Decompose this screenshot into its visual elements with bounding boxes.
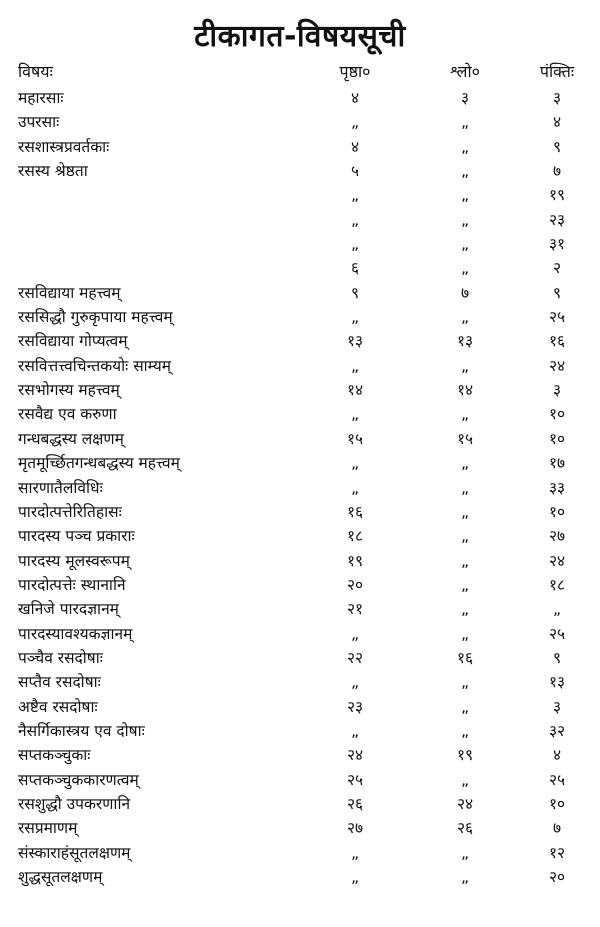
row-subject: रसशास्त्रप्रवर्तकाः	[18, 137, 110, 156]
row-shloka: „	[460, 235, 470, 254]
row-line: ३१	[548, 235, 566, 254]
table-row	[0, 451, 600, 475]
table-row	[0, 622, 600, 646]
row-page: „	[350, 624, 360, 643]
row-shloka: „	[460, 697, 470, 716]
row-subject: खनिजे पारदज्ञानम्	[18, 600, 119, 619]
row-shloka: १६	[456, 648, 474, 667]
row-line: ९	[552, 648, 562, 667]
row-shloka: ७	[460, 283, 470, 302]
row-shloka: „	[460, 721, 470, 740]
row-line: ३३	[548, 478, 566, 497]
row-shloka: ३	[460, 89, 470, 107]
row-line: २०	[548, 868, 566, 886]
table-row	[0, 281, 600, 305]
table-row	[0, 256, 600, 280]
table-row	[0, 378, 600, 402]
table-header	[0, 60, 600, 84]
row-page: „	[350, 405, 360, 424]
row-page: २६	[346, 794, 364, 813]
table-row	[0, 743, 600, 767]
row-subject: रससिद्धौ गुरुकृपाया महत्त्वम्	[18, 308, 173, 327]
row-shloka: „	[460, 405, 470, 424]
row-line: १६	[548, 332, 566, 351]
row-line: ४	[552, 113, 562, 132]
row-shloka: १३	[456, 332, 474, 351]
row-subject: सारणातैलविधिः	[18, 478, 103, 497]
row-page: „	[350, 868, 360, 886]
row-subject: अष्टैव रसदोषाः	[18, 697, 98, 716]
row-line: १०	[548, 405, 566, 424]
table-row	[0, 524, 600, 548]
row-line: २५	[548, 624, 566, 643]
page-title: टीकागत-विषयसूची	[194, 19, 406, 54]
row-subject: मृतमूर्च्छितगन्धबद्धस्य महत्त्वम्	[18, 454, 180, 473]
row-subject: पारदोत्पत्तेरितिहासः	[18, 502, 122, 521]
row-line: १९	[548, 186, 566, 205]
row-shloka: „	[460, 308, 470, 327]
row-shloka: „	[460, 137, 470, 156]
table-row	[0, 500, 600, 524]
row-shloka: „	[460, 673, 470, 692]
row-subject: शुद्धसूतलक्षणम्	[18, 868, 103, 886]
row-line: १३	[548, 673, 566, 692]
row-page: १८	[346, 527, 364, 546]
row-subject: सप्तकञ्चुककारणत्वम्	[18, 770, 139, 789]
row-line: ३	[552, 697, 562, 716]
row-shloka: १४	[456, 381, 474, 400]
row-subject: रसशुद्धौ उपकरणानि	[18, 794, 131, 813]
row-subject: पारदस्य मूलस्वरूपम्	[18, 551, 130, 570]
row-line: १२	[548, 843, 566, 862]
row-line: ७	[552, 162, 562, 181]
row-shloka: „	[460, 356, 470, 375]
row-shloka: „	[460, 454, 470, 473]
row-page: ४	[350, 137, 360, 156]
row-shloka: „	[460, 868, 470, 886]
row-subject: रसवित्तत्त्वचिन्तकयोः साम्यम्	[18, 356, 171, 375]
row-line: ९	[552, 137, 562, 156]
row-page: ५	[350, 162, 360, 181]
row-page: „	[350, 454, 360, 473]
row-subject: रसविद्याया गोप्यत्वम्	[18, 332, 128, 351]
row-subject: महारसाः	[18, 89, 64, 107]
row-shloka: १९	[456, 746, 474, 765]
row-page: „	[350, 113, 360, 132]
row-shloka: „	[460, 843, 470, 862]
row-line: ३	[552, 381, 562, 400]
row-shloka: „	[460, 502, 470, 521]
table-row	[0, 354, 600, 378]
table-row	[0, 135, 600, 159]
row-page: „	[350, 843, 360, 862]
table-row	[0, 86, 600, 110]
row-page: १४	[346, 381, 364, 400]
table-row	[0, 549, 600, 573]
table-row	[0, 695, 600, 719]
row-line: ३	[552, 89, 562, 107]
row-page: १९	[346, 551, 364, 570]
column-header-shloka: श्लो०	[450, 62, 480, 81]
row-subject: सप्तैव रसदोषाः	[18, 673, 101, 692]
row-page: „	[350, 235, 360, 254]
row-page: „	[350, 186, 360, 205]
table-row	[0, 208, 600, 232]
table-row	[0, 427, 600, 451]
row-line: २	[552, 259, 562, 278]
row-subject: पारदस्यावश्यकज्ञानम्	[18, 624, 133, 643]
row-page: १३	[346, 332, 364, 351]
row-page: „	[350, 210, 360, 229]
table-row	[0, 865, 600, 889]
row-page: २२	[346, 648, 364, 667]
row-line: १८	[548, 575, 566, 594]
row-page: ६	[350, 259, 360, 278]
row-page: „	[350, 478, 360, 497]
row-page: २३	[346, 697, 364, 716]
table-row	[0, 597, 600, 621]
row-page: „	[350, 721, 360, 740]
row-subject: रसविद्याया महत्त्वम्	[18, 283, 121, 302]
table-row	[0, 183, 600, 207]
row-line: „	[552, 600, 562, 619]
row-page: „	[350, 356, 360, 375]
row-page: १६	[346, 502, 364, 521]
row-shloka: „	[460, 162, 470, 181]
index-table	[0, 86, 600, 889]
row-line: २४	[548, 551, 566, 570]
table-row	[0, 573, 600, 597]
row-line: ३२	[548, 721, 566, 740]
row-page: २०	[346, 575, 364, 594]
row-shloka: „	[460, 113, 470, 132]
column-header-subject: विषयः	[18, 62, 53, 81]
row-subject: पारदस्य पञ्च प्रकाराः	[18, 527, 135, 546]
column-header-page: पृष्ठा०	[339, 62, 371, 81]
row-shloka: „	[460, 259, 470, 278]
row-shloka: २६	[456, 819, 474, 838]
table-row	[0, 159, 600, 183]
row-line: २३	[548, 210, 566, 229]
row-line: २७	[548, 527, 566, 546]
table-row	[0, 476, 600, 500]
table-row	[0, 719, 600, 743]
row-shloka: १५	[456, 429, 474, 448]
row-line: १७	[548, 454, 566, 473]
row-shloka: „	[460, 770, 470, 789]
table-row	[0, 768, 600, 792]
row-subject: पारदोत्पत्तेः स्थानानि	[18, 575, 126, 594]
row-line: २५	[548, 770, 566, 789]
row-subject: रसभोगस्य महत्त्वम्	[18, 381, 120, 400]
row-line: २५	[548, 308, 566, 327]
table-row	[0, 305, 600, 329]
row-shloka: „	[460, 527, 470, 546]
row-line: ७	[552, 819, 562, 838]
row-page: २७	[346, 819, 364, 838]
row-shloka: „	[460, 210, 470, 229]
row-line: ४	[552, 746, 562, 765]
table-row	[0, 841, 600, 865]
table-row	[0, 110, 600, 134]
row-line: २४	[548, 356, 566, 375]
row-page: १५	[346, 429, 364, 448]
table-row	[0, 232, 600, 256]
row-shloka: २४	[456, 794, 474, 813]
row-shloka: „	[460, 186, 470, 205]
row-page: „	[350, 308, 360, 327]
row-line: ९	[552, 283, 562, 302]
row-page: ९	[350, 283, 360, 302]
row-subject: सप्तकञ्चुकाः	[18, 746, 91, 765]
row-subject: गन्धबद्धस्य लक्षणम्	[18, 429, 124, 448]
column-header-line: पंक्तिः	[539, 62, 575, 81]
row-shloka: „	[460, 575, 470, 594]
row-subject: संस्काराहंसूतलक्षणम्	[18, 843, 131, 862]
table-row	[0, 646, 600, 670]
row-shloka: „	[460, 624, 470, 643]
row-subject: उपरसाः	[18, 113, 60, 132]
row-page: २४	[346, 746, 364, 765]
row-shloka: „	[460, 551, 470, 570]
row-subject: नैसर्गिकास्त्रय एव दोषाः	[18, 721, 145, 740]
table-row	[0, 402, 600, 426]
row-line: १०	[548, 502, 566, 521]
table-row	[0, 816, 600, 840]
row-page: ४	[350, 89, 360, 107]
row-shloka: „	[460, 478, 470, 497]
row-line: १०	[548, 429, 566, 448]
row-shloka: „	[460, 600, 470, 619]
row-line: १०	[548, 794, 566, 813]
row-subject: रसप्रमाणम्	[18, 819, 78, 838]
row-page: २१	[346, 600, 364, 619]
table-row	[0, 329, 600, 353]
row-page: „	[350, 673, 360, 692]
table-row	[0, 670, 600, 694]
row-page: २५	[346, 770, 364, 789]
row-subject: पञ्चैव रसदोषाः	[18, 648, 103, 667]
table-row	[0, 792, 600, 816]
row-subject: रसस्य श्रेष्ठता	[18, 162, 88, 181]
row-subject: रसवैद्य एव करुणा	[18, 405, 117, 424]
